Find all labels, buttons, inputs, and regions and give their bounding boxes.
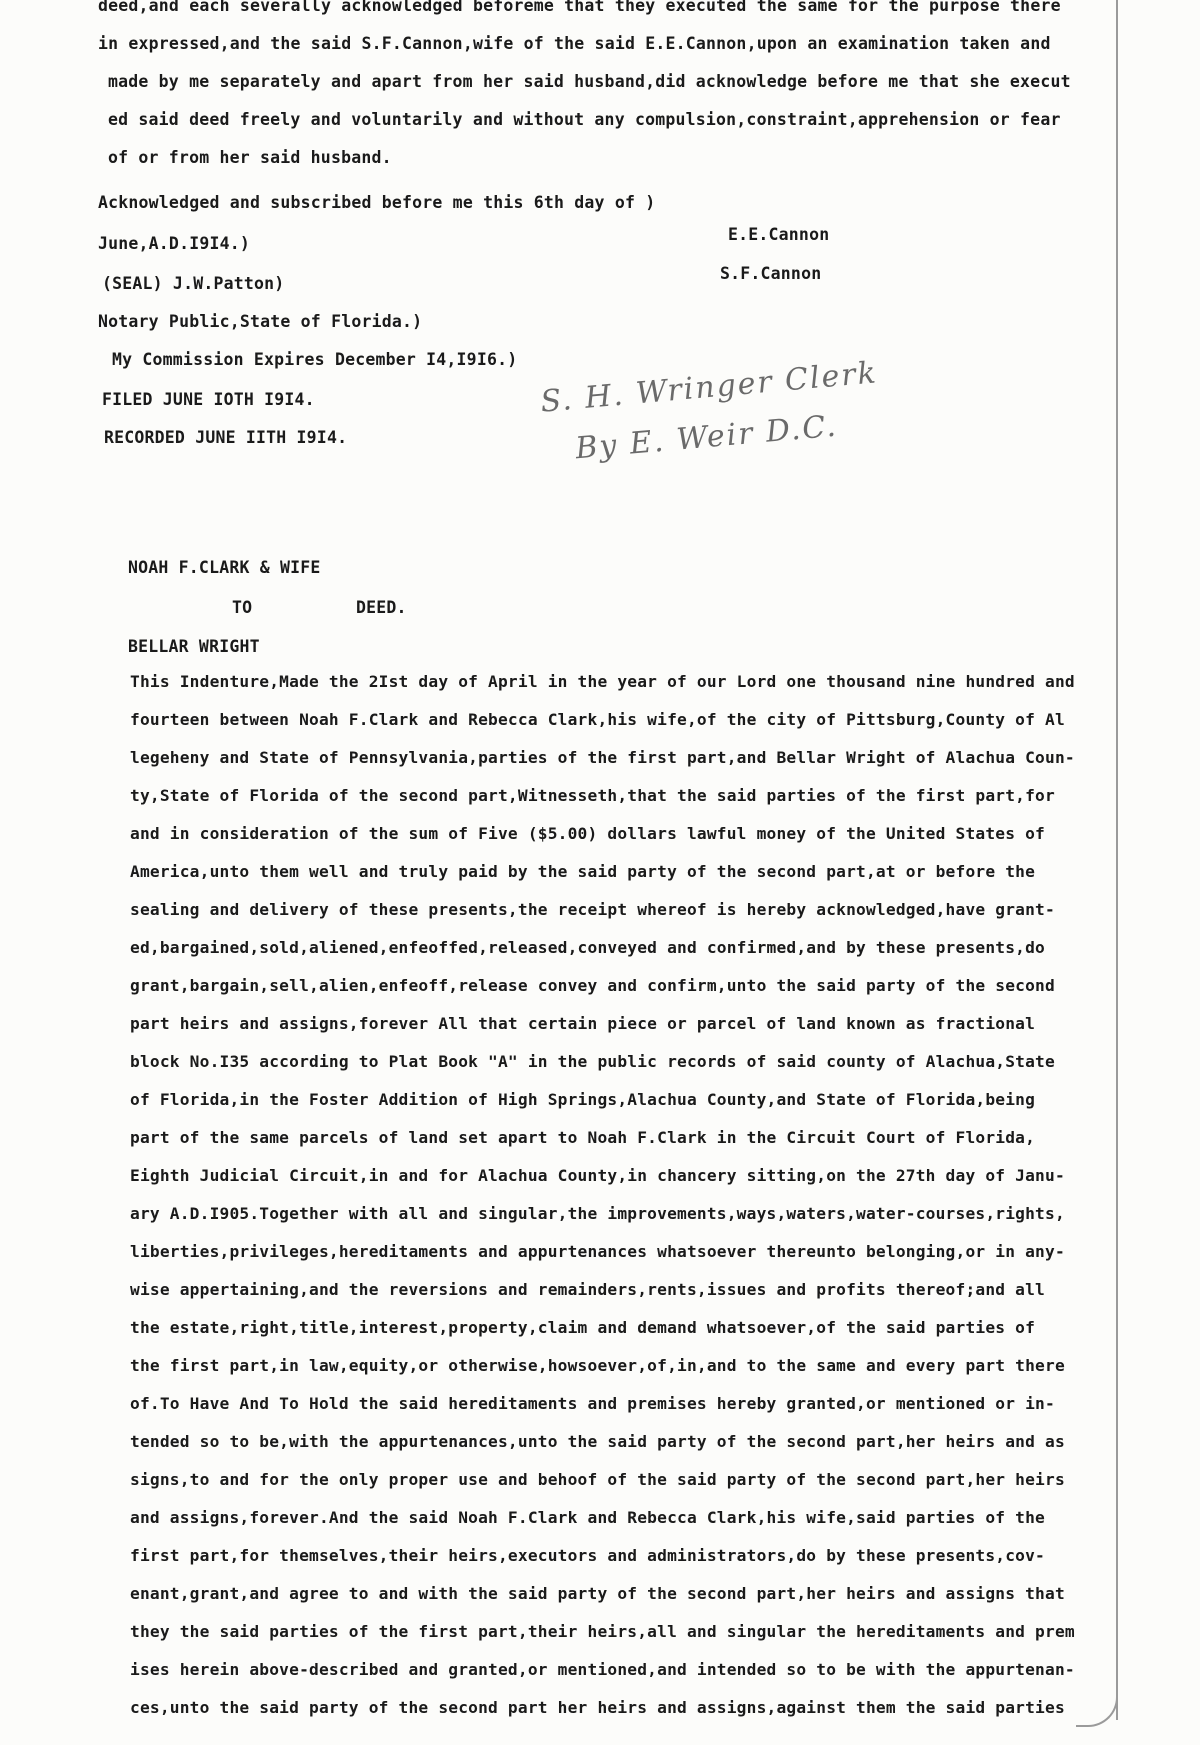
body-line: ty,State of Florida of the second part,Witnesseth,that the said parties of the first part,for — [130, 786, 1055, 805]
acknowledged-line: Acknowledged and subscribed before me this 6th day of ) — [98, 193, 656, 212]
page-corner — [1076, 1695, 1118, 1727]
text-line: in expressed,and the said S.F.Cannon,wife of the said E.E.Cannon,upon an examination taken and — [98, 34, 1051, 53]
body-line: fourteen between Noah F.Clark and Rebecca Clark,his wife,of the city of Pittsburg,County of Al — [130, 710, 1065, 729]
body-line: wise appertaining,and the reversions and remainders,rents,issues and profits thereof;and all — [130, 1280, 1046, 1299]
recorded-line: RECORDED JUNE IITH I9I4. — [104, 428, 348, 447]
body-line: legeheny and State of Pennsylvania,parties of the first part,and Bellar Wright of Alachua Coun- — [130, 748, 1075, 767]
body-line: ary A.D.I905.Together with all and singular,the improvements,ways,waters,water-courses,rights, — [130, 1204, 1065, 1223]
filed-line: FILED JUNE IOTH I9I4. — [102, 390, 315, 409]
body-line: block No.I35 according to Plat Book "A" in the public records of said county of Alachua,State — [130, 1052, 1055, 1071]
body-line: part heirs and assigns,forever All that certain piece or parcel of land known as fractional — [130, 1014, 1036, 1033]
heading-grantee: BELLAR WRIGHT — [128, 637, 260, 656]
body-line: America,unto them well and truly paid by the said party of the second part,at or before the — [130, 862, 1036, 881]
body-line: sealing and delivery of these presents,the receipt whereof is hereby acknowledged,have grant- — [130, 900, 1055, 919]
body-line: ises herein above-described and granted,or mentioned,and intended so to be with the appurtenan- — [130, 1660, 1075, 1679]
text-line: ed said deed freely and voluntarily and without any compulsion,constraint,apprehension or fear — [108, 110, 1061, 129]
body-line: they the said parties of the first part,their heirs,all and singular the hereditaments and prem — [130, 1622, 1075, 1641]
body-line: and assigns,forever.And the said Noah F.Clark and Rebecca Clark,his wife,said parties of the — [130, 1508, 1046, 1527]
body-line: grant,bargain,sell,alien,enfeoff,release convey and confirm,unto the said party of the second — [130, 976, 1055, 995]
heading-grantor: NOAH F.CLARK & WIFE — [128, 558, 321, 577]
text-line: deed,and each severally acknowledged beforeme that they executed the same for the purpose there — [98, 0, 1061, 15]
notary-line: Notary Public,State of Florida.) — [98, 312, 423, 331]
signature-typed: E.E.Cannon — [728, 225, 830, 244]
body-line: tended so to be,with the appurtenances,unto the said party of the second part,her heirs and as — [130, 1432, 1065, 1451]
body-line: and in consideration of the sum of Five ($5.00) dollars lawful money of the United States of — [130, 824, 1046, 843]
date-line: June,A.D.I9I4.) — [98, 234, 251, 253]
body-line: part of the same parcels of land set apart to Noah F.Clark in the Circuit Court of Florida, — [130, 1128, 1036, 1147]
body-line: first part,for themselves,their heirs,executors and administrators,do by these presents,cov- — [130, 1546, 1046, 1565]
seal-line: (SEAL) J.W.Patton) — [102, 274, 285, 293]
handwritten-clerk-signature: S. H. Wringer Clerk — [539, 355, 880, 420]
body-line: ed,bargained,sold,aliened,enfeoffed,released,conveyed and confirmed,and by these presents,do — [130, 938, 1046, 957]
body-line: Eighth Judicial Circuit,in and for Alachua County,in chancery sitting,on the 27th day of Janu- — [130, 1166, 1065, 1185]
body-line: signs,to and for the only proper use and behoof of the said party of the second part,her heirs — [130, 1470, 1065, 1489]
body-line: of Florida,in the Foster Addition of High Springs,Alachua County,and State of Florida,being — [130, 1090, 1036, 1109]
body-line: ces,unto the said party of the second part her heirs and assigns,against them the said parties — [130, 1698, 1065, 1717]
body-line: the estate,right,title,interest,property,claim and demand whatsoever,of the said parties of — [130, 1318, 1036, 1337]
heading-to: TO — [232, 598, 253, 617]
page-edge — [1116, 0, 1118, 1720]
body-line: liberties,privileges,hereditaments and appurtenances whatsoever thereunto belonging,or in any- — [130, 1242, 1065, 1261]
body-line: This Indenture,Made the 2Ist day of April in the year of our Lord one thousand nine hundred and — [130, 672, 1075, 691]
body-line: enant,grant,and agree to and with the said party of the second part,her heirs and assigns that — [130, 1584, 1065, 1603]
handwritten-deputy-signature: By E. Weir D.C. — [573, 408, 840, 467]
commission-line: My Commission Expires December I4,I9I6.) — [112, 350, 518, 369]
text-line: made by me separately and apart from her said husband,did acknowledge before me that she execut — [108, 72, 1071, 91]
signature-typed: S.F.Cannon — [720, 264, 822, 283]
body-line: the first part,in law,equity,or otherwise,howsoever,of,in,and to the same and every part there — [130, 1356, 1065, 1375]
text-line: of or from her said husband. — [108, 148, 392, 167]
heading-instrument: DEED. — [356, 598, 407, 617]
body-line: of.To Have And To Hold the said hereditaments and premises hereby granted,or mentioned or in- — [130, 1394, 1055, 1413]
